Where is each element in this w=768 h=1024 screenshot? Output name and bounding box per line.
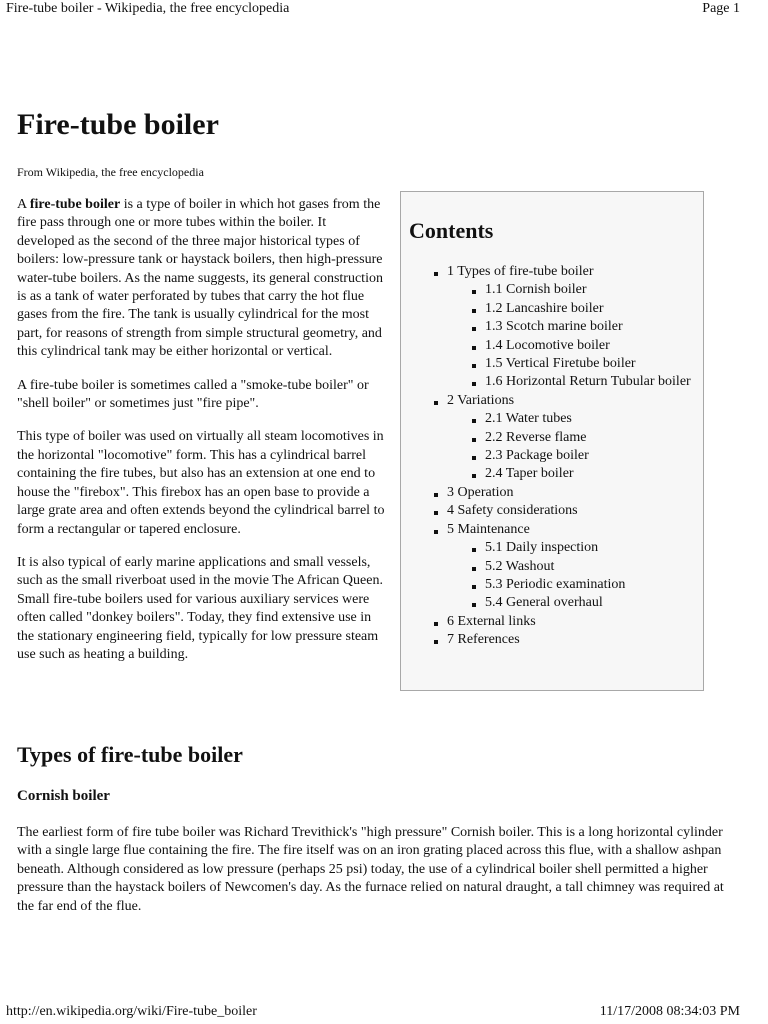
toc-item-label[interactable]: 2 Variations — [447, 392, 515, 408]
toc-subitem-label[interactable]: 1.2 Lancashire boiler — [485, 300, 604, 316]
toc-subitem-label[interactable]: 5.4 General overhaul — [485, 595, 603, 611]
toc-sublist — [469, 281, 701, 391]
toc-subitem[interactable] — [469, 429, 701, 447]
toc-item[interactable] — [431, 392, 701, 484]
intro-paragraph-2: A fire-tube boiler is sometimes called a "smoke-tube boiler" or "shell boiler" or sometimes just "fire pipe". — [17, 377, 369, 412]
toc-subitem[interactable] — [469, 373, 701, 391]
print-header-title: Fire-tube boiler - Wikipedia, the free encyclopedia — [6, 1, 290, 16]
toc-subitem[interactable] — [469, 355, 701, 373]
intro-p1-prefix: A — [17, 197, 30, 212]
toc-subitem[interactable] — [469, 410, 701, 428]
toc-heading: Contents — [409, 218, 494, 243]
print-footer-timestamp: 11/17/2008 08:34:03 PM — [599, 1004, 740, 1019]
toc-subitem[interactable] — [469, 576, 701, 594]
table-of-contents — [400, 191, 704, 691]
toc-subitem-label[interactable]: 1.6 Horizontal Return Tubular boiler — [485, 374, 691, 390]
intro-paragraph-4: It is also typical of early marine applications and small vessels, such as the small riverboat used in the movie The African Queen. Small fire-tube boilers used for various auxiliary services were often called "donkey boilers". Today, they find extensive use in the stationary engineering field, typically for low pressure steam use such as heating a building. — [17, 554, 383, 662]
toc-subitem-label[interactable]: 1.4 Locomotive boiler — [485, 337, 610, 353]
intro-p1-text: is a type of boiler in which hot gases from the fire pass through one or more tubes within the boiler. It developed as the second of the three major historical types of boilers: low-pressure tank or haystack boilers, then high-pressure water-tube boilers. As the name suggests, its general construction is as a tank of water perforated by tubes that carry the hot flue gases from the fire. The tank is usually cylindrical for the most part, for reasons of strength from simple structural geometry, and this cylindrical tank may be either horizontal or vertical. — [17, 197, 383, 360]
toc-item[interactable] — [431, 613, 701, 631]
cornish-paragraph: The earliest form of fire tube boiler was Richard Trevithick's "high pressure" Cornish boiler. This is a long horizontal cylinder with a single large flue containing the fire. The fire itself was on an iron grating placed across this flue, with a shallow ashpan beneath. Although considered as low pressure (perhaps 25 psi) today, the use of a cylindrical boiler shell permitted a higher pressure than the haystack boilers of Newcomen's day. As the furnace relied on natural draught, a tall chimney was required at the far end of the flue. — [17, 825, 724, 914]
toc-sublist — [469, 539, 701, 613]
intro-section — [17, 196, 387, 679]
page-title: Fire-tube boiler — [17, 108, 219, 141]
toc-subitem-label[interactable]: 2.3 Package boiler — [485, 448, 589, 464]
toc-subitem-label[interactable]: 2.4 Taper boiler — [485, 466, 574, 482]
subsection-heading: Cornish boiler — [17, 788, 110, 804]
toc-item[interactable] — [431, 484, 701, 502]
toc-subitem-label[interactable]: 2.2 Reverse flame — [485, 429, 587, 445]
toc-subitem-label[interactable]: 1.1 Cornish boiler — [485, 282, 587, 298]
toc-item-label[interactable]: 5 Maintenance — [447, 521, 530, 537]
toc-sublist — [469, 410, 701, 484]
toc-subitem[interactable] — [469, 558, 701, 576]
toc-item[interactable] — [431, 502, 701, 520]
toc-subitem-label[interactable]: 1.3 Scotch marine boiler — [485, 319, 623, 335]
toc-subitem[interactable] — [469, 447, 701, 465]
page-subtitle: From Wikipedia, the free encyclopedia — [17, 165, 204, 179]
toc-item[interactable] — [431, 521, 701, 613]
intro-paragraph-1 — [17, 196, 387, 362]
print-footer-url: http://en.wikipedia.org/wiki/Fire-tube_boiler — [6, 1004, 257, 1019]
toc-subitem-label[interactable]: 5.3 Periodic examination — [485, 576, 626, 592]
toc-subitem[interactable] — [469, 300, 701, 318]
intro-p1-term: fire-tube boiler — [29, 197, 121, 212]
toc-item-label[interactable]: 1 Types of fire-tube boiler — [447, 264, 594, 279]
toc-subitem[interactable] — [469, 281, 701, 299]
print-header-page: Page 1 — [702, 1, 740, 16]
toc-item-label[interactable]: 3 Operation — [447, 484, 514, 500]
toc-subitem[interactable] — [469, 337, 701, 355]
toc-item-label[interactable]: 7 References — [447, 632, 520, 648]
toc-subitem-label[interactable]: 5.1 Daily inspection — [485, 540, 599, 556]
intro-paragraph-3: This type of boiler was used on virtually all steam locomotives in the horizontal "locomotive" form. This has a cylindrical barrel containing the fire tubes, but also has an extension at one end to house the "firebox". This firebox has an open base to provide a large grate area and often extends beyond the cylindrical barrel to form a rectangular or tapered enclosure. — [17, 429, 385, 537]
toc-subitem[interactable] — [469, 465, 701, 483]
toc-subitem[interactable] — [469, 318, 701, 336]
toc-subitem-label[interactable]: 1.5 Vertical Firetube boiler — [485, 356, 636, 372]
toc-item-label[interactable]: 6 External links — [447, 613, 536, 629]
toc-item-label[interactable]: 4 Safety considerations — [447, 503, 578, 519]
toc-subitem[interactable] — [469, 539, 701, 557]
toc-subitem-label[interactable]: 5.2 Washout — [485, 558, 555, 574]
toc-item[interactable] — [431, 263, 701, 392]
toc-item[interactable] — [431, 631, 701, 649]
toc-subitem-label[interactable]: 2.1 Water tubes — [485, 411, 572, 427]
toc-list — [431, 263, 701, 650]
toc-subitem[interactable] — [469, 594, 701, 612]
section-heading: Types of fire-tube boiler — [17, 742, 243, 767]
